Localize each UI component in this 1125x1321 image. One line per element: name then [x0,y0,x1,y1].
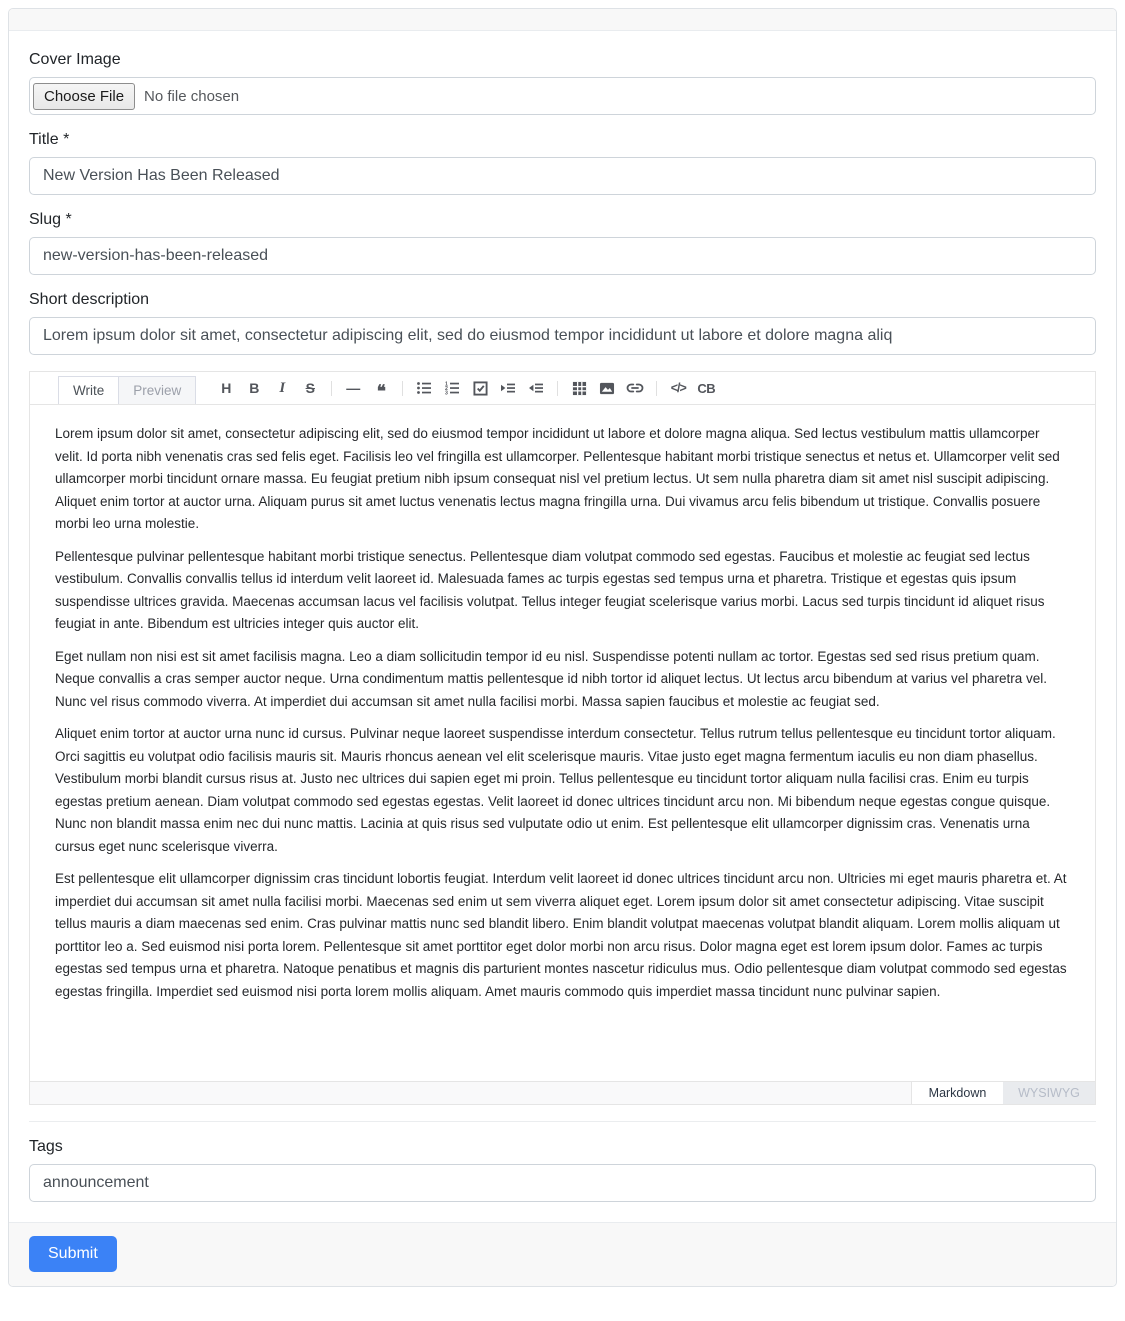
cover-image-file-input[interactable] [29,77,1096,115]
task-list-icon[interactable] [467,375,493,401]
title-group [29,131,1096,195]
image-icon[interactable] [594,375,620,401]
svg-text:1: 1 [445,381,449,388]
table-icon[interactable] [566,375,592,401]
inline-code-icon[interactable]: </> [665,375,691,401]
bold-icon[interactable]: B [241,375,267,401]
editor-tab-bar [58,372,196,404]
outdent-icon[interactable] [523,375,549,401]
card-footer [9,1222,1116,1286]
slug-input[interactable] [29,237,1096,275]
codeblock-icon[interactable]: CB [693,375,719,401]
editor-paragraph: Pellentesque pulvinar pellentesque habitant morbi tristique senectus. Pellentesque diam volutpat commodo sed egestas. Faucibus et molestie ac feugiat sed lectus vestibulum. Convallis convallis tellus id interdum velit laoreet id. Malesuada fames ac turpis egestas sed tempus urna et pharetra. Tristique et egestas quis ipsum suspendisse ultrices gravida. Maecenas accumsan lacus vel facilisis volutpat. Tellus integer feugiat scelerisque varius morbi. Lacus sed turpis tincidunt id aliquet risus feugiat in ante. Bibendum est ultricies integer quis auctor elit. [55,548,1045,631]
ordered-list-icon[interactable] [439,375,465,401]
toolbar-separator [331,381,332,396]
cover-image-label: Cover Image [29,51,121,68]
post-form-card [8,8,1117,1287]
cover-image-group [29,51,1096,115]
link-icon[interactable] [622,375,648,401]
tags-group [29,1138,1096,1202]
markdown-editor [29,371,1096,1105]
section-divider [29,1121,1096,1122]
file-chosen-status: No file chosen [144,87,240,105]
card-header [9,9,1116,31]
title-input[interactable] [29,157,1096,195]
short-description-label: Short description [29,291,150,308]
tags-input[interactable] [29,1164,1096,1202]
tab-write[interactable]: Write [58,376,119,404]
editor-paragraph: Est pellentesque elit ullamcorper dignissim cras tincidunt lobortis feugiat. Interdum velit laoreet id donec ultrices tincidunt arcu non. Ultricies mi eget mauris pharetra et. At imperdiet dui accumsan sit amet nulla facilisi morbi. Maecenas sed enim ut sem viverra aliquet eget. Lorem ipsum dolor sit amet consectetur adipiscing. Vitae suscipit tellus mauris a diam maecenas sed enim. Cras pulvinar mattis nunc sed blandit libero. Enim blandit volutpat maecenas volutpat blandit aliquam. Lorem mollis aliquam ut porttitor leo a. Sed euismod nisi porta lorem. Pellentesque sit amet porttitor eget dolor morbi non arcu risus. Dolor magna eget est lorem ipsum dolor. Fames ac turpis egestas sed tempus urna et pharetra. Natoque penatibus et magnis dis parturient montes nascetur ridiculus mus. Odio pellentesque diam volutpat commodo sed egestas egestas fringilla. Imperdiet sed euismod nisi porta lorem mollis aliquam. Amet mauris commodo quis imperdiet massa tincidunt nunc pulvinar sapien. [55,871,1067,999]
indent-icon[interactable] [495,375,521,401]
short-description-input[interactable] [29,317,1096,355]
svg-text:3: 3 [445,390,449,396]
toolbar-separator [402,381,403,396]
editor-paragraph: Aliquet enim tortor at auctor urna nunc id cursus. Pulvinar neque laoreet suspendisse interdum consectetur. Tellus rutrum tellus pellentesque eu tincidunt tortor aliquam. Orci sagittis eu volutpat odio facilisis mauris sit. Mauris rhoncus aenean vel elit scelerisque mauris. Vitae justo eget magna fermentum iaculis eu non diam phasellus. Vestibulum morbi blandit cursus risus at. Justo nec ultrices dui sapien eget mi proin. Tellus pellentesque eu tincidunt tortor aliquam nulla facilisi cras. Enim eu turpis egestas pretium aenean. Diam volutpat commodo sed egestas egestas. Velit laoreet id donec ultrices tincidunt arcu non. Mi bibendum neque egestas congue quisque. Nunc non blandit massa enim nec dui nunc mattis. Lacinia at quis risus sed vulputate odio ut enim. Est pellentesque elit ullamcorper dignissim cras. Venenatis urna cursus eget nunc scelerisque viverra. [55,726,1056,854]
strikethrough-icon[interactable]: S [297,375,323,401]
horizontal-rule-icon[interactable]: — [340,375,366,401]
choose-file-button[interactable]: Choose File [33,83,135,110]
short-description-group [29,291,1096,355]
tags-label: Tags [29,1138,63,1155]
submit-button[interactable]: Submit [29,1236,117,1272]
svg-text:2: 2 [445,386,449,392]
editor-toolbar [30,372,1095,405]
blockquote-icon[interactable]: ❝ [368,375,394,401]
editor-mode-switch [30,1081,1095,1104]
editor-paragraph: Lorem ipsum dolor sit amet, consectetur adipiscing elit, sed do eiusmod tempor incididunt ut labore et dolore magna aliqua. Sed lectus vestibulum mattis ullamcorper velit. Id porta nibh venenatis cras sed felis eget. Facilisis leo vel fringilla est ullamcorper. Pellentesque habitant morbi tristique senectus et netus et. Ullamcorper velit sed ullamcorper morbi tincidunt ornare massa. Eu feugiat pretium nibh ipsum consequat nisl vel pretium lectus. Ut sem nulla pharetra diam sit amet nisl suscipit adipiscing. Aliquet enim tortor at auctor urna. Aliquam purus sit amet luctus venenatis lectus magna fringilla urna. Dui vivamus arcu felis bibendum ut tristique. Convallis posuere morbi leo urna molestie. [55,426,1060,531]
slug-label: Slug * [29,211,72,228]
heading-icon[interactable]: H [213,375,239,401]
unordered-list-icon[interactable] [411,375,437,401]
title-label: Title * [29,131,70,148]
italic-icon[interactable]: I [269,375,295,401]
tab-preview[interactable]: Preview [119,376,196,404]
card-body [9,31,1116,1222]
mode-tab-wysiwyg[interactable]: WYSIWYG [1003,1082,1095,1104]
editor-paragraph: Eget nullam non nisi est sit amet facilisis magna. Leo a diam sollicitudin tempor id eu nisl. Suspendisse potenti nullam ac tortor. Egestas sed sed risus pretium quam. Neque convallis a cras semper auctor neque. Urna condimentum mattis pellentesque id nibh tortor id aliquet lectus. Ut lectus arcu bibendum at varius vel pharetra vel. Nunc vel risus commodo viverra. At imperdiet dui accumsan sit amet nulla facilisi morbi. Massa sapien faucibus et molestie ac feugiat sed. [55,648,1048,709]
toolbar-separator [557,381,558,396]
mode-tab-markdown[interactable]: Markdown [911,1082,1003,1104]
editor-text-area[interactable] [30,405,1095,1081]
slug-group [29,211,1096,275]
toolbar-separator [656,381,657,396]
